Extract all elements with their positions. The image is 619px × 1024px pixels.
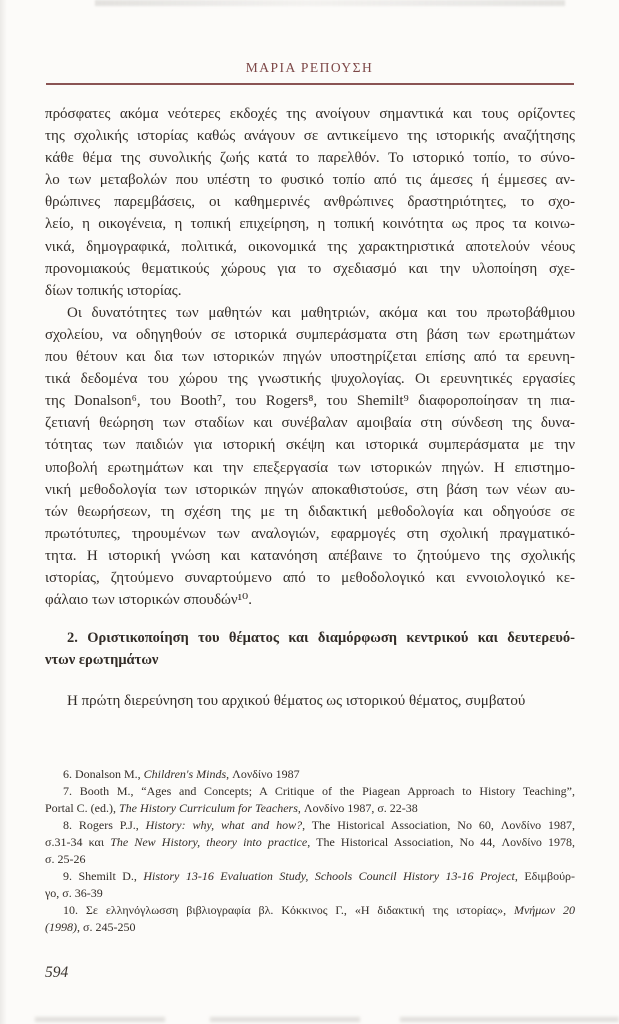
text-line: τικά δεδομένα του χώρου της γνωστικής ψυχολογίας. Οι ερευνητικές εργασίες	[45, 371, 575, 388]
paragraph	[45, 302, 575, 611]
text-line: τότητας των παιδιών για ιστορική σκέψη και ιστορικά συμπεράσματα με την	[45, 437, 575, 454]
scan-artifact	[35, 1017, 165, 1022]
body-text	[45, 103, 575, 712]
footnote-text: , Λονδίνο 1987, σ. 22-38	[297, 801, 418, 815]
footnote-text: γο, σ. 36-39	[45, 886, 103, 900]
text-line: που θέτουν και δια των ιστορικών πηγών υποστηρίζεται επίσης από τα ερευνη-	[45, 349, 575, 366]
paragraph	[45, 103, 575, 302]
text-line: κάθε θέμα της συνολικής ζωής κατά το παρελθόν. Το ιστορικό τοπίο, το σύνο-	[45, 150, 575, 167]
footnote-line	[45, 800, 575, 817]
footnote-work-title: The New History, theory into practice	[110, 835, 308, 849]
heading-line: ντων ερωτημάτων	[45, 652, 159, 669]
text-line: τητα. Η ιστορική γνώση και κατανόηση απέβαινε το ζητούμενο της σχολικής	[45, 547, 575, 564]
text-line: λείο, η οικογένεια, η τοπική επιχείρηση, η τοπική κοινότητα ως προς τα κοινω-	[45, 216, 575, 233]
footnote-work-title: History: why, what and how?	[145, 818, 303, 832]
text-line: Οι δυνατότητες των μαθητών και μαθητριών, ακόμα και του πρωτοβάθμιου	[67, 304, 575, 321]
footnote-text: , Λονδίνο 1987	[226, 767, 300, 781]
footnote-text: , The Historical Association, No 44, Λονδίνο 1978,	[307, 835, 576, 849]
text-line: νικά, δημογραφικά, πολιτικά, οικονομικά της χαρακτηριστικά αποτελούν νέους	[45, 238, 575, 255]
text-line: φάλαιο των ιστορικών σπουδών¹⁰.	[45, 592, 252, 609]
footnote-work-title: Μνήμων 20	[513, 903, 575, 917]
text-line: νική μεθοδολογία των ιστορικών πηγών αποκαθιστούσε, στη βάση των νέων αυ-	[45, 481, 575, 498]
text-line: ζετιανή θεώρηση των σταδίων και συνέβαλαν αμοιβαία στη σύνδεση της δυνα-	[45, 415, 575, 432]
footnote-text: , σ. 245-250	[77, 920, 136, 934]
running-header-author: ΜΑΡΙΑ ΡΕΠΟΥΣΗ	[245, 60, 374, 75]
footnote-text: , The Historical Association, No 60, Λονδίνο 1987,	[302, 818, 575, 832]
footnote-line	[45, 919, 575, 936]
text-line: προνομιακούς θεματικούς χώρους για το σχεδιασμό και την υλοποίηση σχε-	[45, 260, 575, 277]
text-line: πρόσφατες ακόμα νεότερες εκδοχές της ανοίγουν σημαντικά και τους ορίζοντες	[45, 106, 575, 122]
header-rule	[46, 83, 574, 85]
scan-edge-shadow	[0, 0, 7, 1024]
text-line: δίων τοπικής ιστορίας.	[45, 282, 182, 299]
footnote-text: σ.31-34 και	[45, 835, 111, 849]
footnote-text: 7. Booth M., “Ages and Concepts; A Critique of the Piagean Approach to History Teaching”,	[63, 784, 575, 798]
scan-artifact	[210, 1017, 360, 1022]
footnote-text: 9. Shemilt D.,	[63, 869, 144, 883]
text-line: λο των μεταβολών που υπέστη το φυσικό τοπίο από τις άμεσες ή έμμεσες αν-	[45, 172, 575, 189]
text-line: Η πρώτη διερεύνηση του αρχικού θέματος ως ιστορικού θέματος, συμβατού	[67, 693, 526, 710]
footnote-line	[45, 834, 575, 851]
scan-artifact	[400, 1017, 619, 1022]
footnote-line	[45, 817, 575, 834]
paragraph	[45, 690, 575, 712]
footnote-line	[45, 766, 575, 783]
footnote-line	[45, 902, 575, 919]
footnote-text: 6. Donalson M.,	[63, 767, 144, 781]
footnote-text: σ. 25-26	[45, 852, 86, 866]
text-line: υποβολή ερωτημάτων και την επεξεργασία των ιστορικών πηγών. Η επιστημο-	[45, 459, 575, 476]
section-heading	[45, 627, 575, 671]
scan-artifact	[95, 0, 565, 6]
page-number: 594	[45, 964, 69, 981]
text-line: πρωτότυπες, τηρουμένων των αναλογιών, εφαρμογές στη σχολική πραγματικό-	[45, 525, 575, 542]
text-line: σχολείου, να οδηγηθούν σε ιστορικά συμπεράσματα στη βάση των ερωτημάτων	[45, 326, 575, 343]
footnotes	[45, 766, 575, 936]
footnote-line	[45, 783, 575, 800]
footnote-line	[45, 851, 575, 868]
text-line: τών θεωρήσεων, τη σχέση της με τη διδακτική μεθοδολογία και οδηγούσε σε	[45, 503, 575, 520]
text-line: ιστορίας, ζητούμενο συναρτούμενο από το μεθοδολογικό και εννοιολογικό κε-	[45, 569, 575, 586]
footnote-text: 8. Rogers P.J.,	[63, 818, 146, 832]
footnote-line	[45, 885, 575, 902]
footnote-work-title: The History Curriculum for Teachers	[119, 801, 298, 815]
footnote-line	[45, 868, 575, 885]
footnote-work-title: (1998)	[45, 920, 77, 934]
footnote-text: , Εδιμβούρ-	[514, 869, 575, 883]
footnote-text: Portal C. (ed.),	[45, 801, 119, 815]
footnote-work-title: Children's Minds	[143, 767, 227, 781]
footnote-work-title: History 13-16 Evaluation Study, Schools Council History 13-16 Project	[143, 869, 515, 883]
text-line: της Donalson⁶, του Booth⁷, του Rogers⁸, του Shemilt⁹ διαφοροποίησαν τη πια-	[45, 393, 575, 410]
text-line: της σχολικής ιστορίας καθώς ανάγουν σε αντικείμενο της ιστορικής αναζήτησης	[45, 128, 575, 145]
text-line: θρώπινες παρεμβάσεις, οι καθημερινές ανθρώπινες δραστηριότητες, το σχο-	[45, 194, 575, 211]
footnote-text: 10. Σε ελληνόγλωσση βιβλιογραφία βλ. Κόκκινος Γ., «Η διδακτική της ιστορίας»,	[63, 903, 514, 917]
heading-line: 2. Οριστικοποίηση του θέματος και διαμόρφωση κεντρικού και δευτερευό-	[67, 630, 575, 647]
